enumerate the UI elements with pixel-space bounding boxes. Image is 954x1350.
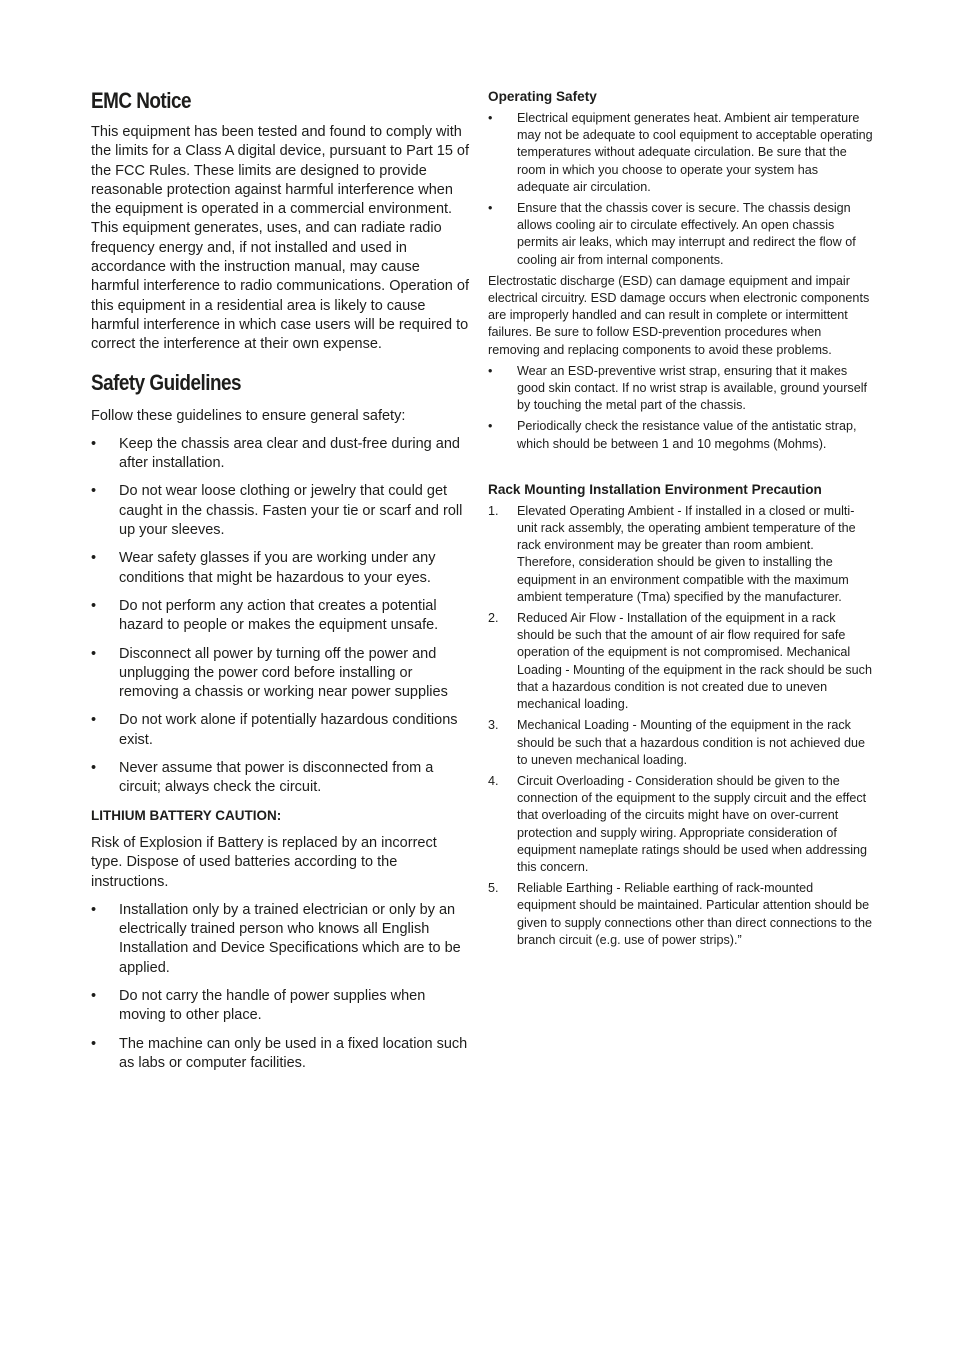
list-item: 3. Mechanical Loading - Mounting of the equipment in the rack should be such that a hazardous condition is not achieved due to uneven mechanical loading. xyxy=(488,718,865,767)
emc-notice-heading: EMC Notice xyxy=(91,88,191,113)
right-column xyxy=(488,88,874,949)
operating-safety-list xyxy=(488,110,874,269)
bullet-icon: • xyxy=(91,760,97,777)
list-item: • The machine can only be used in a fixed location such as labs or computer facilities. xyxy=(91,1035,468,1071)
item-number: 3. xyxy=(488,718,499,733)
list-item: • Wear an ESD-preventive wrist strap, ensuring that it makes good skin contact. If no wrist strap is available, ground yourself by touching the metal part of the chassis. xyxy=(488,363,868,413)
list-item: 4. Circuit Overloading - Consideration should be given to the connection of the equipment to the supply circuit and the effect that overloading of the circuits might have on over-current protection and supply wiring. Appropriate consideration of equipment nameplate ratings should be used when addressing this concern. xyxy=(488,773,868,874)
bullet-icon: • xyxy=(91,645,97,662)
list-item: • Do not wear loose clothing or jewelry that could get caught in the chassis. Fasten your tie or scarf and roll up your sleeves. xyxy=(91,483,463,539)
list-item: • Disconnect all power by turning off the power and unplugging the power cord before installing or removing a chassis or working near power supplies xyxy=(91,645,448,701)
list-item: • Wear safety glasses if you are working under any conditions that might be hazardous to your eyes. xyxy=(91,550,436,586)
item-number: 5. xyxy=(488,881,499,896)
safety-guidelines-heading: Safety Guidelines xyxy=(91,369,242,395)
list-item: • Installation only by a trained electrician or only by an electrically trained person who knows all English Installation and Device Specifications which are to be applied. xyxy=(91,901,461,976)
item-number: 2. xyxy=(488,611,499,626)
left-column xyxy=(91,88,471,1073)
list-item: • Do not carry the handle of power supplies when moving to other place. xyxy=(91,987,426,1024)
operating-safety-heading: Operating Safety xyxy=(488,89,597,104)
bullet-icon: • xyxy=(91,435,97,452)
list-item: 5. Reliable Earthing - Reliable earthing of rack-mounted equipment should be maintained. Particular attention should be given to supply connections other than direct connections to the branch circuit (e.g. use of power strips).” xyxy=(488,881,872,947)
bullet-icon: • xyxy=(91,712,97,729)
esd-list xyxy=(488,363,874,453)
esd-paragraph: Electrostatic discharge (ESD) can damage equipment and impair electrical circuitry. ESD damage occurs when electronic components are improperly handled and can result in complete or intermittent failures. Be sure to follow ESD-prevention procedures when removing and replacing components to avoid these problems. xyxy=(488,273,870,357)
list-item: 2. Reduced Air Flow - Installation of the equipment in a rack should be such that the amount of air flow required for safe operation of the equipment is not compromised. Mechanical Loading - Mounting of the equipment in the rack should be such that a hazardous condition is not created due to uneven mechanical loading. xyxy=(488,611,872,712)
bullet-icon: • xyxy=(488,111,493,125)
lithium-battery-list xyxy=(91,901,471,1073)
bullet-icon: • xyxy=(91,597,97,614)
list-item: • Electrical equipment generates heat. Ambient air temperature may not be adequate to cool equipment to acceptable operating temperatures without adequate circulation. Be sure that the room in which you choose to operate your system has adequate air circulation. xyxy=(488,111,873,194)
list-item: 1. Elevated Operating Ambient - If installed in a closed or multi-unit rack assembly, the operating ambient temperature of the rack environment may be greater than room ambient. Therefore, consideration should be given to installing the equipment in an environment compatible with the maximum ambient temperature (Tma) specified by the manufacturer. xyxy=(488,503,856,604)
list-item: • Periodically check the resistance value of the antistatic strap, which should be between 1 and 10 megohms (Mohms). xyxy=(488,419,857,451)
list-item: • Do not work alone if potentially hazardous conditions exist. xyxy=(91,712,458,748)
rack-mounting-list xyxy=(488,503,874,949)
bullet-icon: • xyxy=(91,483,97,500)
list-item: • Never assume that power is disconnected from a circuit; always check the circuit. xyxy=(91,760,434,796)
lithium-battery-caution-text: Risk of Explosion if Battery is replaced by an incorrect type. Dispose of used batteries according to the instructions. xyxy=(91,834,437,890)
item-number: 4. xyxy=(488,773,499,788)
bullet-icon: • xyxy=(91,550,97,567)
emc-notice-text: This equipment has been tested and found to comply with the limits for a Class A digital device, pursuant to Part 15 of the FCC Rules. These limits are designed to provide reasonable protection against harmful interference when the equipment is operated in a commercial environment. This equipment generates, uses, and can radiate radio frequency energy and, if not installed and used in accordance with the instruction manual, may cause harmful interference to radio communications. Operation of this equipment in a residential area is likely to cause harmful interference in which case users will be required to correct the interference at their own expense. xyxy=(91,124,469,353)
lithium-battery-caution-heading: LITHIUM BATTERY CAUTION: xyxy=(91,807,282,823)
bullet-icon: • xyxy=(91,901,97,918)
list-item: • Do not perform any action that creates a potential hazard to people or makes the equipment unsafe. xyxy=(91,597,439,634)
bullet-icon: • xyxy=(488,363,493,378)
safety-intro-text: Follow these guidelines to ensure general safety: xyxy=(91,407,406,424)
bullet-icon: • xyxy=(91,1035,97,1052)
bullet-icon: • xyxy=(488,201,493,216)
bullet-icon: • xyxy=(91,987,97,1004)
list-item: • Keep the chassis area clear and dust-free during and after installation. xyxy=(91,435,460,472)
safety-guidelines-list xyxy=(91,435,471,798)
bullet-icon: • xyxy=(488,419,493,434)
rack-mounting-heading: Rack Mounting Installation Environment Precaution xyxy=(488,481,822,497)
item-number: 1. xyxy=(488,503,499,518)
list-item: • Ensure that the chassis cover is secure. The chassis design allows cooling air to circulate effectively. An open chassis permits air leaks, which may interrupt and redirect the flow of cooling air from internal components. xyxy=(488,201,856,267)
